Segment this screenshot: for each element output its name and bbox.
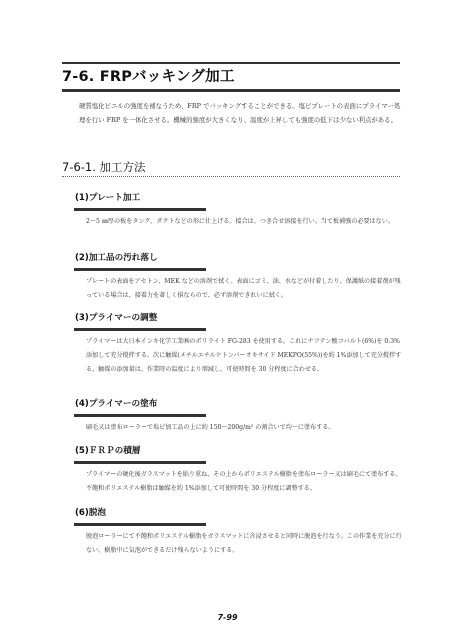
step-rule <box>74 414 206 417</box>
section-dotted-rule <box>62 176 400 177</box>
heading-rule-bottom <box>62 89 400 92</box>
step-heading <box>74 445 206 464</box>
step-title: (6)脱泡 <box>75 508 107 518</box>
step-title: (3)プライマーの調整 <box>75 313 158 323</box>
step-body: プライマーの硬化後ガラスマットを貼り重ね、その上からポリエステル樹脂を塗布ローラー又は刷毛にて塗布する。不飽和ポリエステル樹脂は触媒を約 1%添加して可使時間を 30 分程度に調整する。 <box>86 471 402 492</box>
step-body: プライマーは大日本インキ化学工業㈱のポリライト FG-283 を使用する。これにナフテン酸コバルト(6%)を 0.3%添加して充分撹拌する。次に触媒(メチルエチルケトンパーオキサイド MEKPO(55%))を約 1%添加して充分撹拌する。触媒の添加量は、作業時の温度により増減し、可使時間を 30 分程度に合わせる。 <box>86 338 402 373</box>
step-title: (1)プレート加工 <box>75 193 141 203</box>
step-rule <box>74 461 206 464</box>
step-body: 刷毛又は塗布ローラーで塩ビ加工品の上に約 150～200g/m² の割合いで均一に塗布する。 <box>86 424 335 431</box>
step-rule <box>74 523 206 526</box>
step-body: 脱泡ローラーにて不飽和ポリエステル樹脂をガラスマットに含浸させると同時に脱泡を行なう。この作業を充分に行ない、樹脂中に気泡ができるだけ残らないようにする。 <box>86 533 402 554</box>
step-rule <box>74 268 206 271</box>
step-rule <box>74 208 206 211</box>
step-heading <box>74 252 206 271</box>
step-title: (4)プライマーの塗布 <box>75 399 158 409</box>
section-title: 7-6-1. 加工方法 <box>62 160 146 174</box>
step-title: (5)ＦＲＰの積層 <box>75 446 141 456</box>
step-heading <box>74 507 206 526</box>
step-heading <box>74 192 206 211</box>
step-body: プレートの表面をアセトン、MEK などの溶剤で拭く。表面にゴミ、油、水などが付着したり、保護紙の接着剤が残っている場合は、接着力を著しく損ならので、必ず溶剤できれいに拭く。 <box>86 278 401 299</box>
intro-paragraph: 硬質塩化ビニルの強度を補なうため、FRP でバッキングすることができる。塩ビプレートの表面にプライマー処理を行い FRP を一体化させる。機械的強度が大きくなり、温度が上昇しても強度の低下は少ない利点がある。 <box>79 102 401 124</box>
step-body: 2～5 ㎜厚の板をタンク、ダクトなどの形に仕上げる。接合は、つき合せ溶接を行い、当て板補強の必要はない。 <box>86 218 394 225</box>
step-title: (2)加工品の汚れ落し <box>75 253 158 263</box>
page-title: 7-6. FRPバッキング加工 <box>62 69 235 85</box>
step-heading <box>74 398 206 417</box>
step-heading <box>74 312 206 331</box>
section-heading <box>62 160 400 177</box>
step-rule <box>74 328 206 331</box>
chapter-heading <box>62 62 400 92</box>
page-number: 7-99 <box>217 613 238 622</box>
